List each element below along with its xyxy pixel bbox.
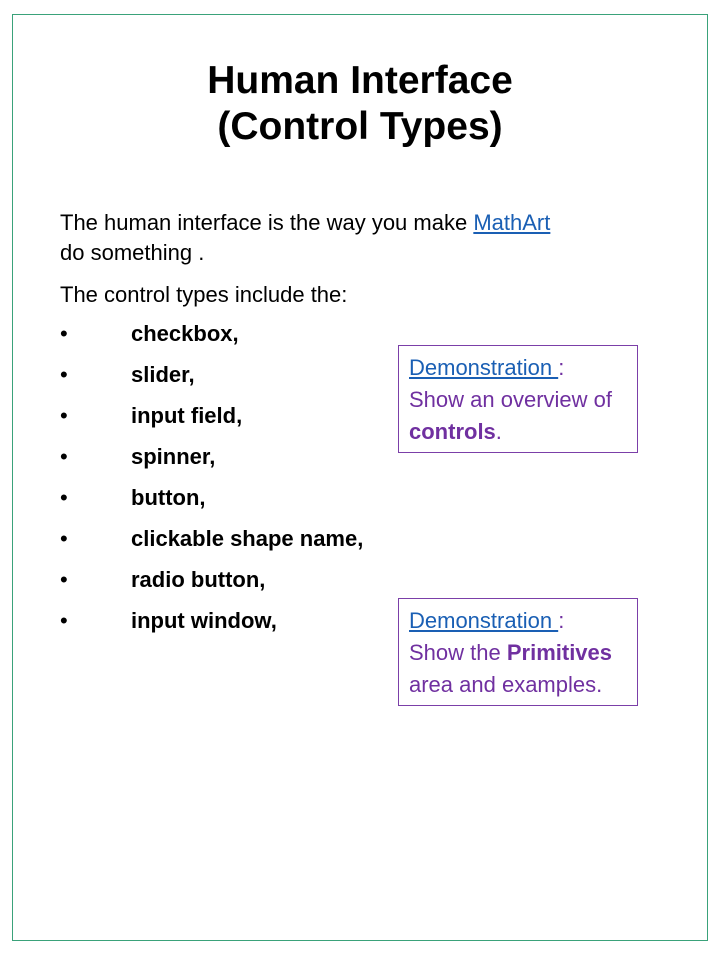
bullet-icon: • (60, 567, 68, 592)
bullet-icon: • (60, 526, 68, 551)
demo-box-primitives (398, 598, 638, 706)
list-item-label: input field, (131, 403, 243, 428)
list-item-label: slider, (131, 362, 195, 387)
title-line-2: (Control Types) (217, 105, 503, 148)
bullet-icon: • (60, 362, 68, 387)
demo-text-end: . (495, 419, 502, 444)
bullet-icon: • (60, 403, 68, 428)
demo-colon: : (558, 355, 565, 380)
mathart-link[interactable]: MathArt (473, 210, 551, 235)
list-item-label: radio button, (131, 567, 266, 592)
demo-bold-text: controls (409, 419, 496, 444)
intro-paragraph (60, 208, 660, 268)
demo-text-end: area and examples. (409, 672, 603, 697)
demo-bold-text: Primitives (506, 640, 613, 665)
list-item-label: button, (131, 485, 206, 510)
bullet-icon: • (60, 485, 68, 510)
intro-text-end: do something . (60, 240, 205, 265)
title-line-1: Human Interface (207, 59, 513, 102)
demonstration-link-primitives[interactable]: Demonstration (409, 608, 559, 633)
slide-frame (12, 14, 708, 941)
demonstration-link-controls[interactable]: Demonstration (409, 355, 559, 380)
list-item-label: clickable shape name, (131, 526, 364, 551)
intro-text: The human interface is the way you make (60, 210, 474, 235)
demo-text: Show the (409, 640, 507, 665)
demo-box-controls (398, 345, 638, 453)
list-item-label: checkbox, (131, 321, 239, 346)
bullet-icon: • (60, 321, 68, 346)
list-item-label: spinner, (131, 444, 216, 469)
demo-colon: : (558, 608, 565, 633)
bullet-icon: • (60, 444, 68, 469)
bullet-icon: • (60, 608, 68, 633)
control-types-heading: The control types include the: (60, 282, 348, 307)
list-item-label: input window, (131, 608, 277, 633)
page-title (0, 58, 720, 150)
demo-text: Show an overview of (409, 387, 612, 412)
